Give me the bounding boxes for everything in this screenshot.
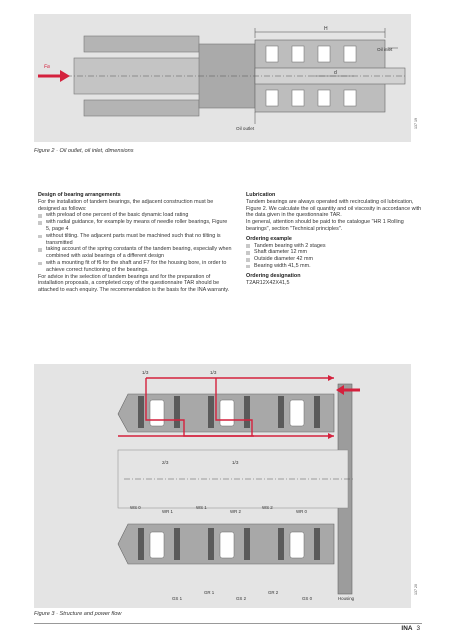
label-wr1: WR 1 <box>162 509 173 514</box>
oil-inlet-label: Oil inlet <box>377 47 393 52</box>
bullet-square-icon <box>38 221 42 225</box>
oil-outlet-label: Oil outlet <box>236 126 255 131</box>
footer-brand: INA <box>401 625 413 632</box>
figure-3-code: 137 20 <box>414 584 418 595</box>
figure-3-caption <box>34 611 121 617</box>
figure-3-panel <box>34 364 411 608</box>
label-housing: Housing <box>338 596 355 601</box>
lubrication-heading: Lubrication <box>246 192 276 198</box>
page-footer <box>401 625 420 632</box>
ordering-item: Bearing width 41,5 mm. <box>246 263 426 270</box>
designation-value: T2AR12X42X41,5 <box>246 279 290 286</box>
bullet-square-icon <box>38 214 42 218</box>
mid-label-1: 2/3 <box>162 460 169 465</box>
label-gs2: GS 2 <box>236 596 247 601</box>
figure-3-drawing <box>34 364 411 608</box>
ordering-heading: Ordering example <box>246 235 292 242</box>
bullet-square-icon <box>38 248 42 252</box>
label-ws2: WS 2 <box>262 505 273 510</box>
label-gr1: GR 1 <box>204 590 215 595</box>
ordering-item: Shaft diameter 12 mm <box>246 249 426 256</box>
ordering-item: Tandem bearing with 2 stages <box>246 243 426 250</box>
figure-2-code: 137 19 <box>414 118 418 129</box>
ordering-item: Outside diameter 42 mm <box>246 256 426 263</box>
page-number: 3 <box>416 625 420 632</box>
figure-3-caption-label: Figure 3 · <box>34 611 60 617</box>
design-bullet: without tilting. The adjacent parts must be machined such that no tilting is transmitted <box>38 233 232 247</box>
bullet-square-icon <box>246 244 250 248</box>
design-bullet: with preload of one percent of the basic dynamic load rating <box>38 212 232 219</box>
figure-2-caption-text: Oil outlet, oil inlet, dimensions <box>59 148 134 154</box>
footer-rule <box>34 623 422 624</box>
figure-2-caption-label: Figure 2 · <box>34 148 60 154</box>
design-intro: For the installation of tandem bearings, the adjacent construction must be designed as follows: <box>38 198 214 212</box>
label-gs1: GS 1 <box>172 596 183 601</box>
design-heading: Design of bearing arrangements <box>38 192 121 198</box>
figure-2-panel <box>34 14 411 142</box>
bullet-square-icon <box>246 265 250 269</box>
lubrication-text-2: In general, attention should be paid to the catalogue "HR 1 Rolling bearings", section "Technical principles". <box>246 219 404 232</box>
top-label-2: 1/3 <box>210 370 217 375</box>
figure-2-drawing <box>34 14 411 142</box>
label-ws0: WS 0 <box>130 505 141 510</box>
label-ws1: WS 1 <box>196 505 207 510</box>
bullet-square-icon <box>38 235 42 239</box>
dim-d-label: d <box>334 70 337 76</box>
label-gs0: GS 0 <box>302 596 313 601</box>
bullet-square-icon <box>246 251 250 255</box>
right-column <box>246 192 426 286</box>
label-gr2: GR 2 <box>268 590 279 595</box>
design-bullet: with a mounting fit of f6 for the shaft and F7 for the housing bore, in order to achieve correct functioning of the bearings. <box>38 260 232 274</box>
top-label-1: 1/3 <box>142 370 149 375</box>
figure-3-caption-text: Structure and power flow <box>59 611 122 617</box>
dim-h-label: H <box>324 26 328 32</box>
lubrication-text-1: Tandem bearings are always operated with recirculating oil lubrication, Figure 2. We calculate the oil quantity and oil viscosity in accordance with the data given in the questionnaire TAR. <box>246 198 422 219</box>
left-column <box>38 192 232 294</box>
mid-label-2: 1/3 <box>232 460 239 465</box>
label-wr2: WR 2 <box>230 509 241 514</box>
bullet-square-icon <box>246 258 250 262</box>
design-bullet: with radial guidance, for example by means of needle roller bearings, Figure 5, page 4 <box>38 219 232 233</box>
fa-label: Fa <box>44 64 50 70</box>
label-wr0: WR 0 <box>296 509 307 514</box>
design-advice: For advice in the selection of tandem bearings and for the preparation of installation proposals, a completed copy of the questionnaire TAR should be attached to each enquiry. The recommendation is the basis for the INA warranty. <box>38 273 230 294</box>
designation-heading: Ordering designation <box>246 272 301 279</box>
bullet-square-icon <box>38 262 42 266</box>
figure-2-caption <box>34 148 134 154</box>
design-bullet: taking account of the spring constants of the tandem bearing, especially when combined with axial bearings of a different design <box>38 246 232 260</box>
